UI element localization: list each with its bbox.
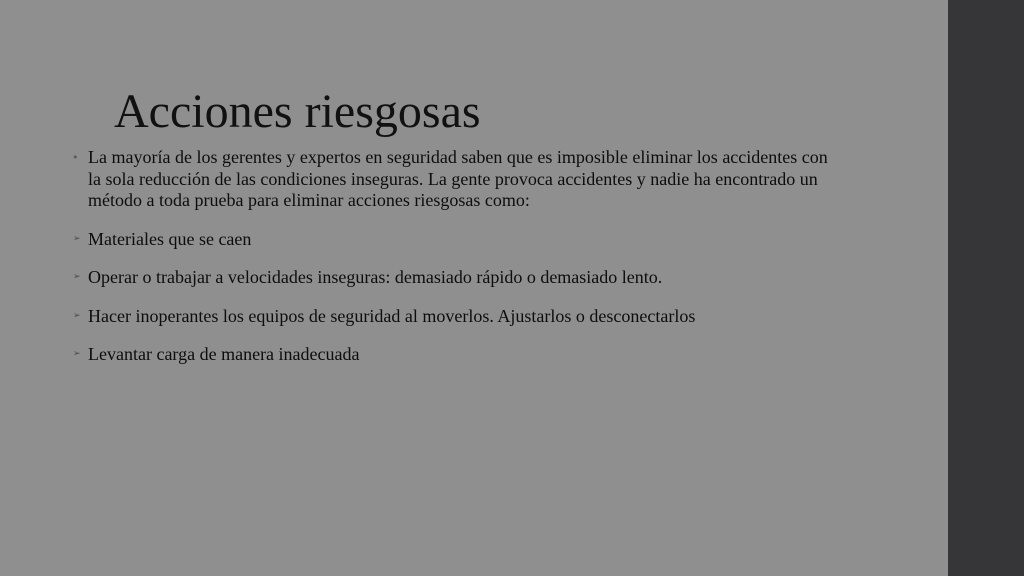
arrow-bullet-icon: ➢ bbox=[73, 233, 81, 244]
intro-paragraph bbox=[70, 147, 830, 212]
arrow-bullet-icon: ➢ bbox=[73, 272, 81, 282]
slide-content bbox=[70, 147, 830, 383]
list-item bbox=[70, 344, 830, 366]
side-bar bbox=[948, 0, 1024, 576]
arrow-bullet-icon: ➢ bbox=[73, 349, 81, 359]
list-item bbox=[70, 306, 830, 328]
list-item-text: Levantar carga de manera inadecuada bbox=[88, 344, 360, 364]
list-item bbox=[70, 229, 830, 251]
list-item-text: Hacer inoperantes los equipos de seguridad al moverlos. Ajustarlos o desconectarlos bbox=[88, 305, 696, 326]
slide-title: Acciones riesgosas bbox=[114, 85, 481, 138]
bullet-dot-icon: • bbox=[72, 151, 79, 164]
list-item-text: Materiales que se caen bbox=[88, 228, 252, 249]
list-item-text: Operar o trabajar a velocidades inseguras: demasiado rápido o demasiado lento. bbox=[88, 267, 663, 287]
arrow-bullet-icon: ➢ bbox=[73, 310, 81, 321]
list-item bbox=[70, 267, 830, 289]
intro-text: La mayoría de los gerentes y expertos en seguridad saben que es imposible eliminar los accidentes con la sola reducción de las condiciones inseguras. La gente provoca accidentes y nadie ha encontrado un método a toda prueba para eliminar acciones riesgosas como: bbox=[88, 147, 828, 210]
